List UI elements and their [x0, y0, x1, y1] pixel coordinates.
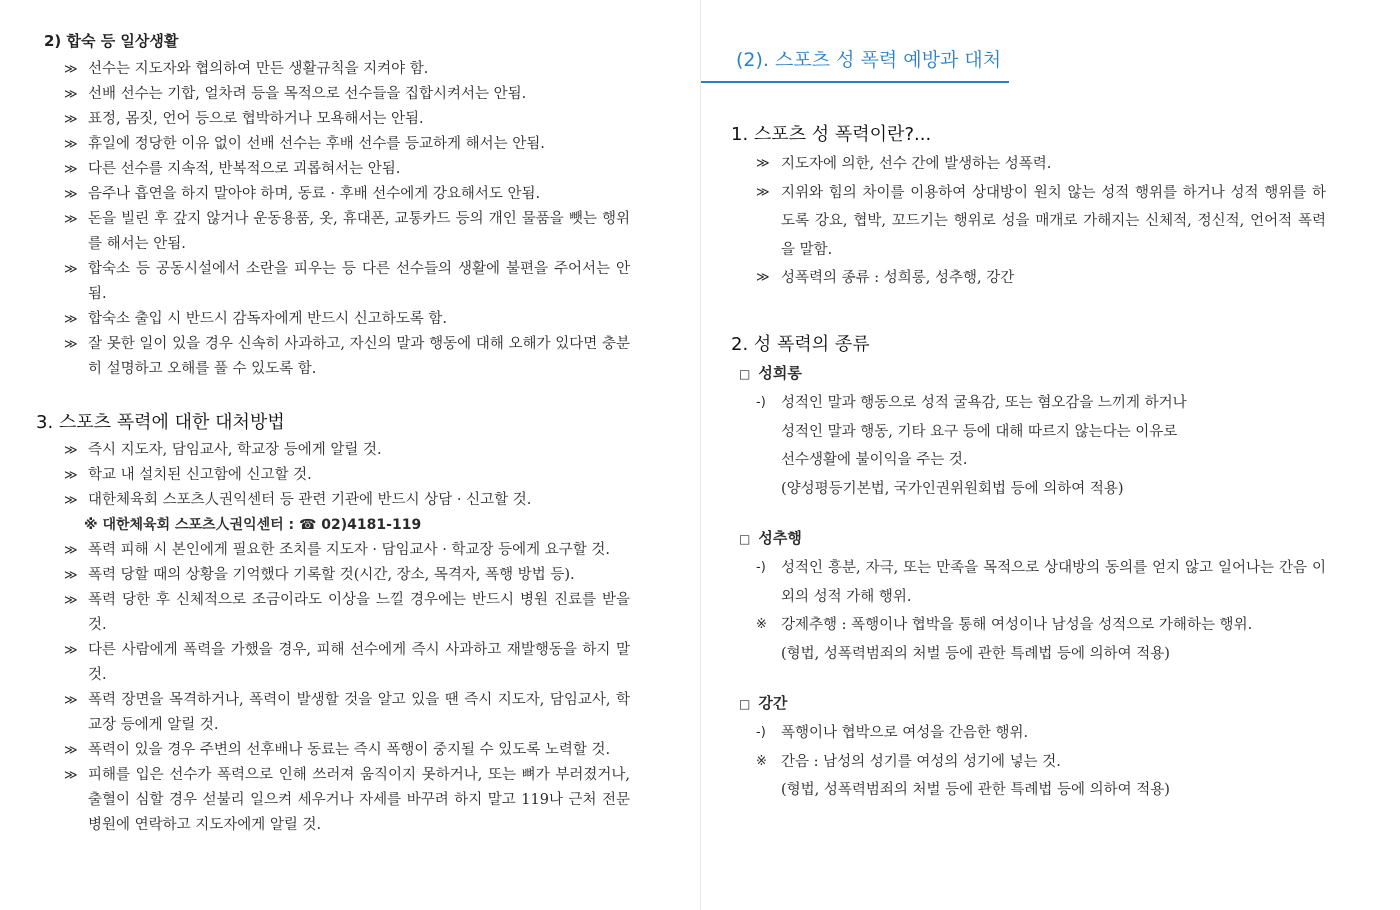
- harassment-list: [731, 389, 1326, 503]
- list-item: ≫ 지도자에 의한, 선수 간에 발생하는 성폭력.: [731, 150, 1326, 179]
- chevron-bullet-icon: ≫: [64, 568, 78, 583]
- list-item: ≫ 표정, 몸짓, 언어 등으로 협박하거나 모욕해서는 안됨.: [40, 107, 630, 132]
- chevron-bullet-icon: ≫: [64, 443, 78, 458]
- harassment-title: 성희롱: [758, 364, 802, 382]
- hotline-note: ※ 대한체육회 스포츠人권익센터 : ☎ 02)4181-119: [84, 517, 422, 533]
- chevron-bullet-icon: ≫: [756, 270, 770, 285]
- list-item: ≫ 피해를 입은 선수가 폭력으로 인해 쓰러져 움직이지 못하거나, 또는 뼈가 부러졌거나, 출혈이 심할 경우 섣불리 일으켜 세우거나 자세를 바꾸려 하지 말고 119나 근처 전문병원에 연락하고 지도자에게 알릴 것.: [40, 763, 630, 838]
- list-item: ≫ 즉시 지도자, 담임교사, 학교장 등에게 알릴 것.: [40, 438, 630, 463]
- list-item: 선수생활에 불이익을 주는 것.: [781, 452, 968, 468]
- list-item: ≫ 대한체육회 스포츠人권익센터 등 관련 기관에 반드시 상담 · 신고할 것.: [40, 488, 630, 513]
- checkbox-square-icon: □: [739, 697, 751, 711]
- list-item: ≫ 다른 사람에게 폭력을 가했을 경우, 피해 선수에게 즉시 사과하고 재발행동을 하지 말 것.: [40, 638, 630, 688]
- list-item: (양성평등기본법, 국가인권위원회법 등에 의하여 적용): [781, 480, 1124, 497]
- list-item: ≫ 성폭력의 종류 : 성희롱, 성추행, 강간: [731, 264, 1326, 293]
- list-item: ≫ 폭력 당한 후 신체적으로 조금이라도 이상을 느낄 경우에는 반드시 병원 진료를 받을 것.: [40, 588, 630, 638]
- list-item: ≫ 잘 못한 일이 있을 경우 신속히 사과하고, 자신의 말과 행동에 대해 오해가 있다면 충분히 설명하고 오해를 풀 수 있도록 함.: [40, 332, 630, 382]
- list-item: ≫ 학교 내 설치된 신고함에 신고할 것.: [40, 463, 630, 488]
- rape-heading: [739, 692, 1326, 713]
- chevron-bullet-icon: ≫: [64, 137, 78, 152]
- section-1-title: 1. 스포츠 성 폭력이란?...: [731, 124, 932, 145]
- checkbox-square-icon: □: [739, 532, 751, 546]
- chevron-bullet-icon: ≫: [64, 162, 78, 177]
- reference-mark-icon: ※: [756, 617, 767, 632]
- chevron-bullet-icon: ≫: [64, 312, 78, 327]
- list-item: -) 성적인 흥분, 자극, 또는 만족을 목적으로 상대방의 동의를 얻지 않고 일어나는 간음 이외의 성적 가해 행위.: [731, 554, 1326, 611]
- list-item: ≫ 다른 선수를 지속적, 반복적으로 괴롭혀서는 안됨.: [40, 157, 630, 182]
- molestation-title: 성추행: [758, 529, 802, 547]
- right-page: [701, 0, 1400, 910]
- molestation-list: [731, 554, 1326, 668]
- section-2-list: [40, 57, 700, 382]
- chevron-bullet-icon: ≫: [64, 493, 78, 508]
- list-item: (형법, 성폭력범죄의 처벌 등에 관한 특례법 등에 의하여 적용): [781, 645, 1170, 662]
- chevron-bullet-icon: ≫: [64, 768, 78, 783]
- section-3-list-a: [40, 438, 700, 513]
- arrow-icon: -): [756, 560, 766, 575]
- list-item: ≫ 폭력 장면을 목격하거나, 폭력이 발생할 것을 알고 있을 땐 즉시 지도자, 담임교사, 학교장 등에게 알릴 것.: [40, 688, 630, 738]
- chevron-bullet-icon: ≫: [64, 337, 78, 352]
- section-1: [731, 120, 1326, 293]
- list-item: -) 성적인 말과 행동으로 성적 굴욕감, 또는 혐오감을 느끼게 하거나: [731, 389, 1326, 418]
- page-title: (2). 스포츠 성 폭력 예방과 대처: [736, 49, 1002, 71]
- chevron-bullet-icon: ≫: [64, 187, 78, 202]
- section-2: [731, 330, 1326, 805]
- list-item: 성적인 말과 행동, 기타 요구 등에 대해 따르지 않는다는 이유로: [781, 423, 1178, 440]
- list-item: ※ 간음 : 남성의 성기를 여성의 성기에 넣는 것.: [731, 748, 1326, 777]
- list-item: ≫ 합숙소 출입 시 반드시 감독자에게 반드시 신고하도록 함.: [40, 307, 630, 332]
- section-2-title: 2) 합숙 등 일상생활: [44, 32, 179, 50]
- chevron-bullet-icon: ≫: [64, 87, 78, 102]
- section-3-title: 3. 스포츠 폭력에 대한 대처방법: [36, 412, 285, 433]
- list-item: ≫ 선수는 지도자와 협의하여 만든 생활규칙을 지켜야 함.: [40, 57, 630, 82]
- list-item: ≫ 선배 선수는 기합, 얼차려 등을 목적으로 선수들을 집합시켜서는 안됨.: [40, 82, 630, 107]
- checkbox-square-icon: □: [739, 367, 751, 381]
- chevron-bullet-icon: ≫: [64, 468, 78, 483]
- chevron-bullet-icon: ≫: [64, 643, 78, 658]
- list-item: ≫ 폭력 당할 때의 상황을 기억했다 기록할 것(시간, 장소, 목격자, 폭행 방법 등).: [40, 563, 630, 588]
- list-item: -) 폭행이나 협박으로 여성을 간음한 행위.: [731, 719, 1326, 748]
- chevron-bullet-icon: ≫: [64, 693, 78, 708]
- list-item: ≫ 폭력이 있을 경우 주변의 선후배나 동료는 즉시 폭행이 중지될 수 있도록 노력할 것.: [40, 738, 630, 763]
- list-item: ≫ 휴일에 정당한 이유 없이 선배 선수는 후배 선수를 등교하게 해서는 안됨.: [40, 132, 630, 157]
- list-item: ≫ 폭력 피해 시 본인에게 필요한 조치를 지도자 · 담임교사 · 학교장 등에게 요구할 것.: [40, 538, 630, 563]
- chevron-bullet-icon: ≫: [64, 112, 78, 127]
- chevron-bullet-icon: ≫: [64, 593, 78, 608]
- chevron-bullet-icon: ≫: [64, 743, 78, 758]
- chevron-bullet-icon: ≫: [64, 262, 78, 277]
- arrow-icon: -): [756, 725, 766, 740]
- rape-list: [731, 719, 1326, 805]
- list-item: ≫ 합숙소 등 공동시설에서 소란을 피우는 등 다른 선수들의 생활에 불편을 주어서는 안됨.: [40, 257, 630, 307]
- list-item: ≫ 지위와 힘의 차이를 이용하여 상대방이 원치 않는 성적 행위를 하거나 성적 행위를 하도록 강요, 협박, 꼬드기는 행위로 성을 매개로 가해지는 신체적, 정신적, 언어적 폭력을 말함.: [731, 179, 1326, 265]
- harassment-heading: [739, 362, 1326, 383]
- chevron-bullet-icon: ≫: [756, 156, 770, 171]
- chevron-bullet-icon: ≫: [64, 212, 78, 227]
- list-item: ≫ 음주나 흡연을 하지 말아야 하며, 동료 · 후배 선수에게 강요해서도 안됨.: [40, 182, 630, 207]
- chevron-bullet-icon: ≫: [64, 62, 78, 77]
- title-underline: [701, 81, 1009, 83]
- list-item: (형법, 성폭력범죄의 처벌 등에 관한 특례법 등에 의하여 적용): [781, 782, 1170, 798]
- chevron-bullet-icon: ≫: [756, 184, 770, 200]
- molestation-heading: [739, 527, 1326, 548]
- rape-title: 강간: [758, 694, 788, 712]
- reference-mark-icon: ※: [756, 753, 767, 769]
- chevron-bullet-icon: ≫: [64, 543, 78, 558]
- section-1-list: [731, 150, 1326, 293]
- arrow-icon: -): [756, 395, 766, 410]
- section-3-list-b: [40, 538, 700, 838]
- list-item: ※ 강제추행 : 폭행이나 협박을 통해 여성이나 남성을 성적으로 가해하는 행위.: [731, 611, 1326, 640]
- section-2-title-right: 2. 성 폭력의 종류: [731, 334, 870, 355]
- list-item: ≫ 돈을 빌린 후 갚지 않거나 운동용품, 옷, 휴대폰, 교통카드 등의 개인 물품을 뺏는 행위를 해서는 안됨.: [40, 207, 630, 257]
